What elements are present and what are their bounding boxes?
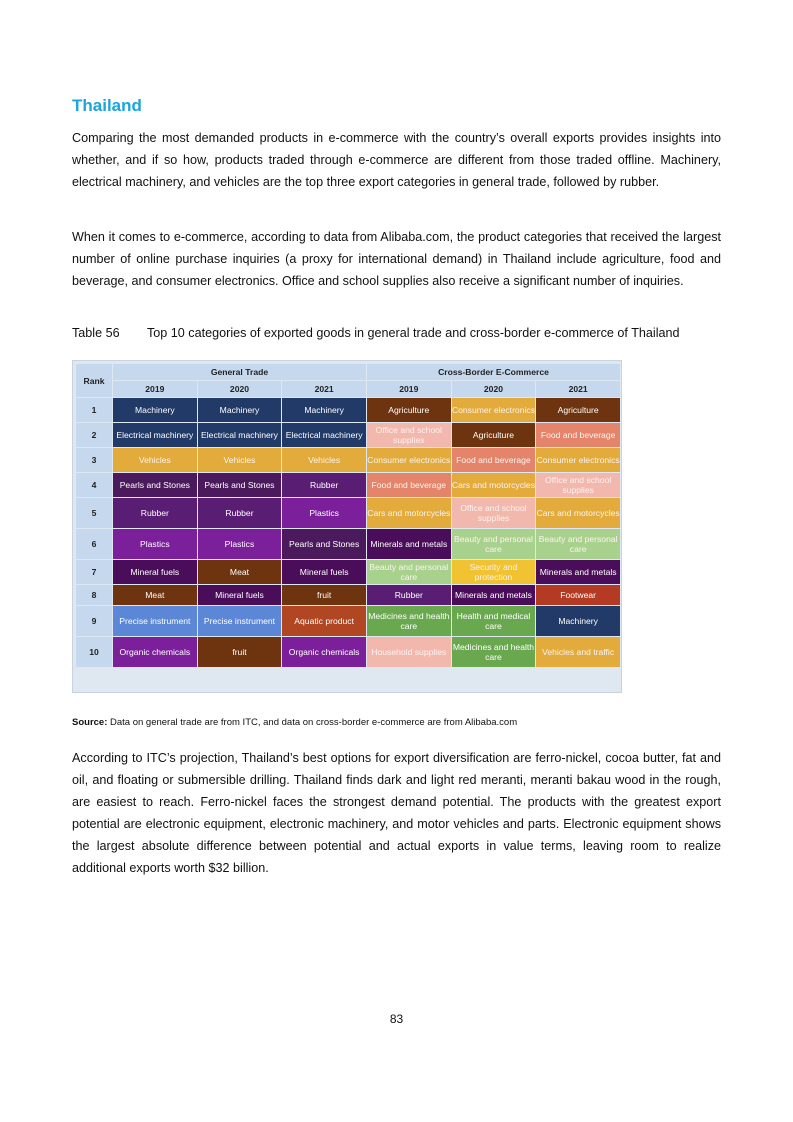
category-cell: Consumer electronics	[367, 448, 451, 472]
category-cell: Food and beverage	[367, 473, 451, 497]
table-row	[76, 473, 620, 497]
rank-cell: 4	[76, 473, 112, 497]
category-cell: Mineral fuels	[198, 585, 282, 605]
category-cell: Pearls and Stones	[198, 473, 282, 497]
category-cell: Agriculture	[452, 423, 536, 447]
category-cell: Pearls and Stones	[282, 529, 366, 559]
category-cell: Electrical machinery	[198, 423, 282, 447]
year-header: 2020	[452, 381, 536, 397]
category-cell: fruit	[282, 585, 366, 605]
table-row	[76, 560, 620, 584]
category-cell: Vehicles	[113, 448, 197, 472]
category-cell: Electrical machinery	[282, 423, 366, 447]
category-cell: Beauty and personal care	[536, 529, 620, 559]
category-cell: Plastics	[113, 529, 197, 559]
category-cell: Organic chemicals	[282, 637, 366, 667]
table-row	[76, 606, 620, 636]
intro-paragraph: Comparing the most demanded products in e-commerce with the country’s overall exports provides insights into whether, and if so how, products traded through e-commerce are different from those traded offline. Machinery, electrical machinery, and vehicles are the top three export categories in general trade, followed by rubber.	[72, 131, 721, 189]
table-row	[76, 637, 620, 667]
category-cell: Rubber	[367, 585, 451, 605]
category-cell: Agriculture	[536, 398, 620, 422]
category-cell: Consumer electronics	[452, 398, 536, 422]
rank-cell: 6	[76, 529, 112, 559]
category-cell: Meat	[198, 560, 282, 584]
table-row	[76, 498, 620, 528]
category-cell: Food and beverage	[452, 448, 536, 472]
year-header: 2019	[113, 381, 197, 397]
table-caption	[72, 326, 680, 340]
category-cell: Mineral fuels	[113, 560, 197, 584]
category-cell: Cars and motorcycles	[536, 498, 620, 528]
category-cell: Machinery	[198, 398, 282, 422]
category-cell: Medicines and health care	[452, 637, 536, 667]
rank-cell: 2	[76, 423, 112, 447]
year-header: 2021	[536, 381, 620, 397]
category-cell: Cars and motorcycles	[452, 473, 536, 497]
category-cell: Consumer electronics	[536, 448, 620, 472]
rank-cell: 7	[76, 560, 112, 584]
section-heading: Thailand	[72, 96, 142, 115]
category-cell: Minerals and metals	[536, 560, 620, 584]
category-cell: Footwear	[536, 585, 620, 605]
category-cell: Precise instrument	[198, 606, 282, 636]
category-cell: Meat	[113, 585, 197, 605]
category-cell: Minerals and metals	[367, 529, 451, 559]
table-caption-text: Top 10 categories of exported goods in general trade and cross-border e-commerce of Thailand	[147, 326, 680, 340]
rank-header: Rank	[76, 364, 112, 397]
category-cell: Household supplies	[367, 637, 451, 667]
table-row	[76, 585, 620, 605]
category-cell: Rubber	[198, 498, 282, 528]
source-note	[72, 717, 517, 728]
category-cell: Medicines and health care	[367, 606, 451, 636]
category-cell: Beauty and personal care	[452, 529, 536, 559]
source-text: Data on general trade are from ITC, and data on cross-border e-commerce are from Alibaba.com	[110, 717, 518, 728]
projection-paragraph: According to ITC’s projection, Thailand’s best options for export diversification are ferro-nickel, cocoa butter, fat and oil, and floating or submersible drilling. Thailand finds dark and light red meranti, meranti bakau wood in the rough, are easiest to reach. Ferro-nickel faces the strongest demand potential. The products with the greatest export potential are electronic equipment, electronic machinery, and motor vehicles and parts. Electronic equipment shows the largest absolute difference between potential and actual exports in value terms, leaving room to realize additional exports worth $32 billion.	[72, 751, 721, 875]
category-cell: Vehicles	[282, 448, 366, 472]
category-cell: Health and medical care	[452, 606, 536, 636]
category-cell: Machinery	[282, 398, 366, 422]
category-cell: Plastics	[282, 498, 366, 528]
table-row	[76, 398, 620, 422]
category-cell: Office and school supplies	[367, 423, 451, 447]
category-cell: Rubber	[282, 473, 366, 497]
year-header: 2021	[282, 381, 366, 397]
cross-border-header: Cross-Border E-Commerce	[367, 364, 620, 380]
category-cell: Agriculture	[367, 398, 451, 422]
category-cell: Aquatic product	[282, 606, 366, 636]
table-row	[76, 448, 620, 472]
category-cell: Office and school supplies	[536, 473, 620, 497]
page-number: 83	[389, 1012, 404, 1026]
category-cell: Vehicles	[198, 448, 282, 472]
category-cell: Minerals and metals	[452, 585, 536, 605]
category-cell: Cars and motorcycles	[367, 498, 451, 528]
category-cell: Food and beverage	[536, 423, 620, 447]
table-row	[76, 529, 620, 559]
rank-cell: 3	[76, 448, 112, 472]
category-cell: Vehicles and traffic	[536, 637, 620, 667]
category-cell: Machinery	[536, 606, 620, 636]
category-cell: Electrical machinery	[113, 423, 197, 447]
category-cell: Plastics	[198, 529, 282, 559]
ranking-table-frame	[72, 360, 622, 693]
rank-cell: 10	[76, 637, 112, 667]
rank-cell: 8	[76, 585, 112, 605]
category-cell: Office and school supplies	[452, 498, 536, 528]
general-trade-header: General Trade	[113, 364, 366, 380]
category-cell: Precise instrument	[113, 606, 197, 636]
category-cell: Pearls and Stones	[113, 473, 197, 497]
table-caption-number: Table 56	[72, 326, 120, 340]
category-cell: fruit	[198, 637, 282, 667]
category-cell: Organic chemicals	[113, 637, 197, 667]
category-cell: Rubber	[113, 498, 197, 528]
ecommerce-paragraph: When it comes to e-commerce, according to data from Alibaba.com, the product categories that received the largest number of online purchase inquiries (a proxy for international demand) in Thailand include agriculture, food and beverage, and consumer electronics. Office and school supplies also receive a significant number of inquiries.	[72, 230, 721, 288]
category-cell: Beauty and personal care	[367, 560, 451, 584]
category-cell: Machinery	[113, 398, 197, 422]
category-cell: Mineral fuels	[282, 560, 366, 584]
source-label: Source:	[72, 717, 108, 728]
rank-cell: 5	[76, 498, 112, 528]
category-cell: Security and protection	[452, 560, 536, 584]
rank-cell: 9	[76, 606, 112, 636]
year-header: 2020	[198, 381, 282, 397]
year-header: 2019	[367, 381, 451, 397]
table-row	[76, 423, 620, 447]
ranking-table-body	[76, 398, 620, 667]
rank-cell: 1	[76, 398, 112, 422]
ranking-table	[75, 363, 621, 668]
